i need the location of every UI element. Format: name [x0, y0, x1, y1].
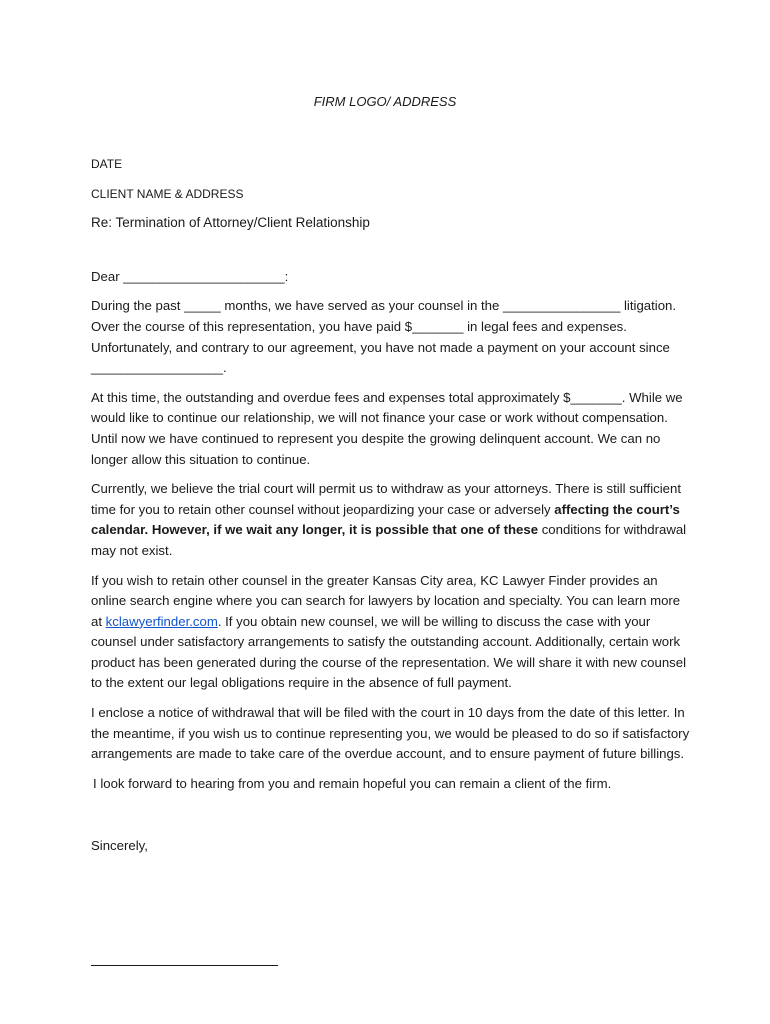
firm-logo-address: FIRM LOGO/ ADDRESS: [313, 94, 457, 109]
kclawyerfinder-link[interactable]: kclawyerfinder.com: [105, 613, 218, 629]
paragraph-2: At this time, the outstanding and overdue fees and expenses total approximately $_______. While we would like to continue our relationship, we will not finance your case or work without compensation. Until now we have continued to represent you despite the growing delinquent account. We can no longer allow this situation to continue.: [91, 389, 683, 467]
signature-line: [91, 965, 278, 966]
paragraph-4-text: If you wish to retain other counsel in the greater Kansas City area, KC Lawyer Finder provides an online search engine where you can search for lawyers by location and specialty. You can learn more at: [91, 572, 681, 629]
paragraph-6: I look forward to hearing from you and remain hopeful you can remain a client of the firm.: [93, 775, 612, 791]
letter-body: [91, 154, 691, 857]
paragraph-3: [91, 479, 691, 561]
paragraph-3-text: Currently, we believe the trial court will permit us to withdraw as your attorneys. There is still sufficient time for you to retain other counsel without jeopardizing your case or adversely: [91, 481, 682, 517]
client-name-address: CLIENT NAME & ADDRESS: [91, 186, 244, 201]
salutation: Dear ______________________:: [91, 268, 289, 284]
paragraph-4-tail: . If you obtain new counsel, we will be willing to discuss the case with your counsel under satisfactory arrangements to satisfy the outstanding account. Additionally, certain work product has been generated during the course of the representation. We will share it with new counsel to the extent our legal obligations require in the absence of full payment.: [91, 613, 687, 691]
date-field: DATE: [91, 157, 123, 171]
paragraph-5: I enclose a notice of withdrawal that will be filed with the court in 10 days from the date of this letter. In the meantime, if you wish us to continue representing you, we would be pleased to do so if satisfactory arrangements are made to take care of the overdue account, and to ensure payment of future billings.: [91, 705, 690, 762]
closing: Sincerely,: [91, 838, 148, 854]
re-line: Re: Termination of Attorney/Client Relationship: [91, 215, 370, 231]
paragraph-3-bold: affecting the court’s calendar. However, if we wait any longer, it is possible that one of these: [91, 501, 680, 538]
paragraph-3-tail: conditions for withdrawal may not exist.: [91, 522, 687, 558]
paragraph-1: During the past _____ months, we have served as your counsel in the ________________ litigation. Over the course of this representation, you have paid $_______ in legal fees and expenses. Unfortunately, and contrary to our agreement, you have not made a payment on your account since __________________.: [91, 298, 677, 376]
paragraph-4: [91, 571, 691, 695]
